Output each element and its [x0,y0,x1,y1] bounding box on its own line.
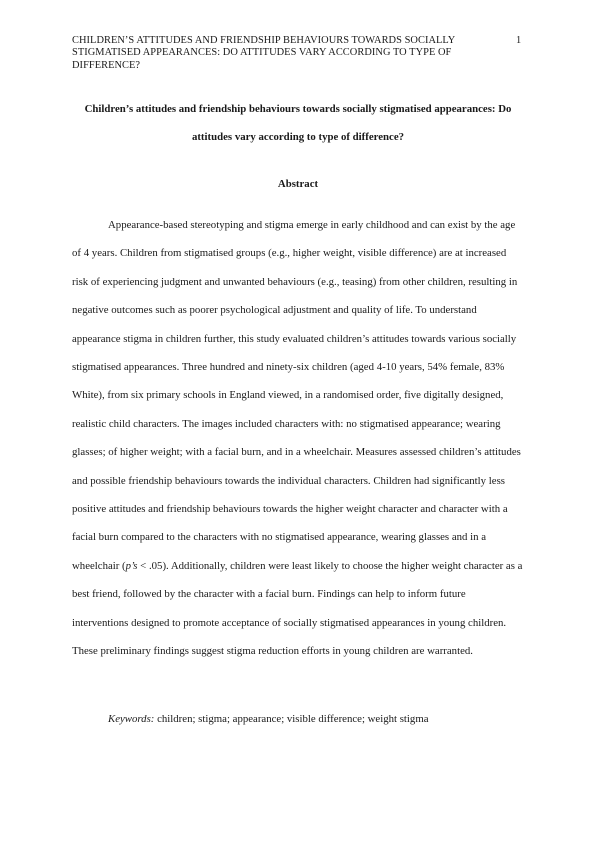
abstract-heading: Abstract [277,178,319,190]
abstract-text-part2: < .05). Additionally, children were least likely to choose the higher weight character as a best friend, followed by the character with a facial burn. Findings can help to inform future interventions designed to promote acceptance of socially stigmatised appearances in young children. These preliminary findings suggest stigma reduction efforts in young children are warranted. [72,559,523,658]
page-number: 1 [516,35,522,46]
keywords-line [72,705,524,733]
keywords-text: children; stigma; appearance; visible difference; weight stigma [154,713,429,725]
abstract-text [72,211,524,666]
abstract-text-part1: Appearance-based stereotyping and stigma emerge in early childhood and can exist by the age of 4 years. Children from stigmatised groups (e.g., higher weight, visible difference) are at increased risk of experiencing judgment and unwanted behaviours (e.g., teasing) from other children, resulting in negative outcomes such as poorer psychological adjustment and quality of life. To understand appearance stigma in children further, this study evaluated children’s attitudes towards various socially stigmatised appearances. Three hundred and ninety-six children (aged 4-10 years, 54% female, 83% White), from six primary schools in England viewed, in a randomised order, five digitally designed, realistic child characters. The images included characters with: no stigmatised appearance; wearing glasses; of higher weight; with a facial burn, and in a wheelchair. Measures assessed children’s attitudes and possible friendship behaviours towards the individual characters. Children had significantly less positive attitudes and friendship behaviours towards the higher weight character and character with a facial burn compared to the characters with no stigmatised appearance, wearing glasses and in a wheelchair ( [72,219,521,572]
p-value-label: p’s [125,559,138,572]
paper-title: Children’s attitudes and friendship behaviours towards socially stigmatised appearances: Do attitudes vary according to type of difference? [84,103,512,144]
running-head: CHILDREN’S ATTITUDES AND FRIENDSHIP BEHAVIOURS TOWARDS SOCIALLY STIGMATISED APPEARANCES: DO ATTITUDES VARY ACCORDING TO TYPE OF DIFFERENCE? [72,35,455,71]
keywords-label: Keywords: [108,713,155,725]
